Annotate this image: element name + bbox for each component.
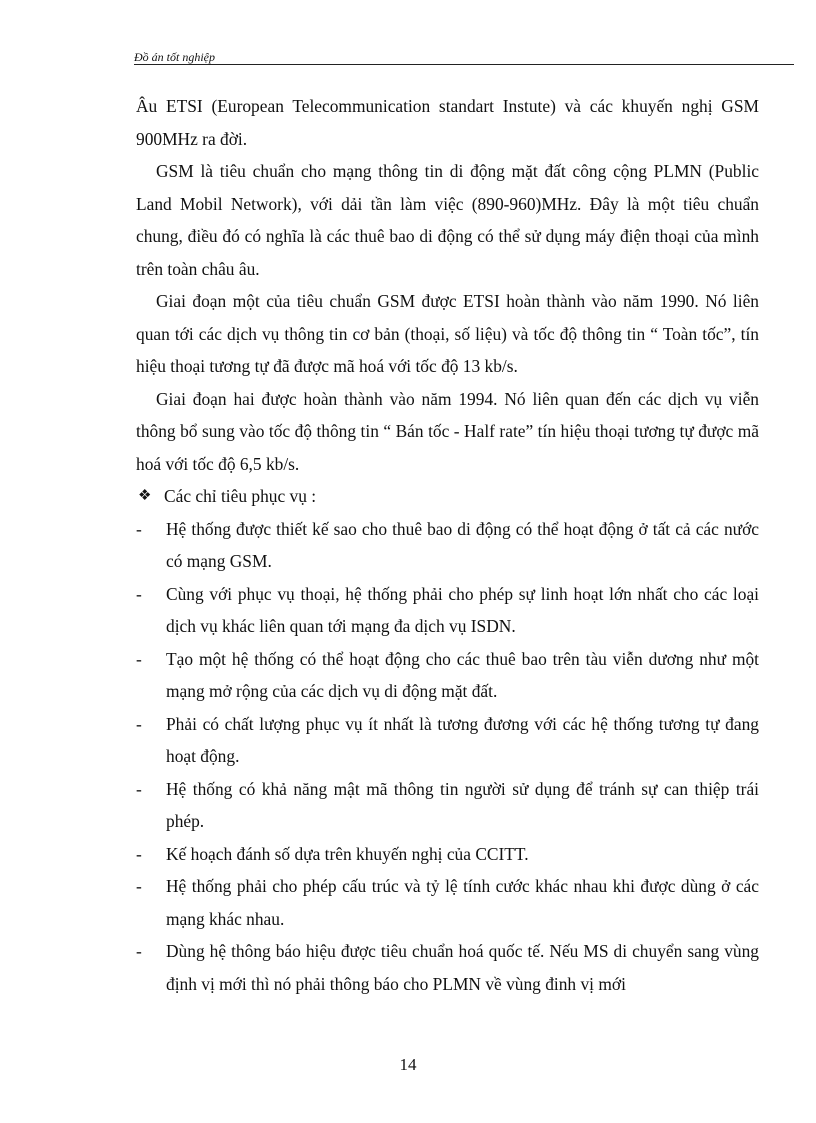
dash-bullet: - [136,518,142,539]
dash-bullet: - [136,583,142,604]
paragraph-phase-two: Giai đoạn hai được hoàn thành vào năm 1994. Nó liên quan đến các dịch vụ viễn thông bổ sung vào tốc độ thông tin “ Bán tốc - Half rate” tín hiệu thoại tương tự được mã hoá với tốc độ 6,5 kb/s. [136,388,759,474]
list-item [136,773,759,838]
paragraph-gsm-standard: GSM là tiêu chuẩn cho mạng thông tin di động mặt đất công cộng PLMN (Public Land Mobil Network), với dải tần làm việc (890-960)MHz. Đây là một tiêu chuẩn chung, điều đó có nghĩa là các thuê bao di động có thể sử dụng máy điện thoại của mình trên toàn châu âu. [136,161,759,279]
service-criteria-heading [136,480,759,513]
list-item [136,643,759,708]
dash-bullet: - [136,778,142,799]
list-item-text: Hệ thống được thiết kế sao cho thuê bao di động có thể hoạt động ở tất cả các nước có mạng GSM. [166,518,759,571]
list-item [136,935,759,1000]
document-body [136,90,759,1000]
list-item-text: Hệ thống có khả năng mật mã thông tin người sử dụng để tránh sự can thiệp trái phép. [166,778,759,831]
dash-bullet: - [136,876,142,896]
list-item-text: Dùng hệ thông báo hiệu được tiêu chuẩn hoá quốc tế. Nếu MS di chuyển sang vùng định vị mới thì nó phải thông báo cho PLMN về vùng đinh vị mới [166,941,759,994]
paragraph-continuation: Âu ETSI (European Telecommunication standart Instute) và các khuyến nghị GSM 900MHz ra đời. [136,96,759,149]
page-number: 14 [399,1055,417,1074]
header-title: Đồ án tốt nghiệp [134,50,215,64]
list-item-text: Tạo một hệ thống có thể hoạt động cho các thuê bao trên tàu viễn dương như một mạng mở rộng của các dịch vụ di động mặt đất. [166,648,759,701]
list-item [136,838,759,871]
list-item-text: Hệ thống phải cho phép cấu trúc và tỷ lệ tính cước khác nhau khi được dùng ở các mạng khác nhau. [166,876,759,929]
dash-bullet: - [136,648,142,669]
list-item-text: Kế hoạch đánh số dựa trên khuyến nghị của CCITT. [166,843,529,864]
paragraph-phase-one: Giai đoạn một của tiêu chuẩn GSM được ETSI hoàn thành vào năm 1990. Nó liên quan tới các dịch vụ thông tin cơ bản (thoại, số liệu) và tốc độ thông tin “ Toàn tốc”, tín hiệu thoại tương tự đã được mã hoá với tốc độ 13 kb/s. [136,291,759,376]
dash-bullet: - [136,941,142,961]
list-item [136,708,759,773]
list-item-text: Cùng với phục vụ thoại, hệ thống phải cho phép sự linh hoạt lớn nhất cho các loại dịch vụ khác liên quan tới mạng đa dịch vụ ISDN. [166,583,759,636]
dash-bullet: - [136,843,142,864]
list-item [136,578,759,643]
list-item [136,513,759,578]
service-criteria-heading-text: Các chỉ tiêu phục vụ : [164,486,317,506]
diamond-bullet-icon: ❖ [138,488,152,504]
list-item [136,870,759,935]
list-item-text: Phải có chất lượng phục vụ ít nhất là tương đương với các hệ thống tương tự đang hoạt động. [166,713,759,766]
dash-bullet: - [136,713,142,734]
page-header [134,48,794,65]
